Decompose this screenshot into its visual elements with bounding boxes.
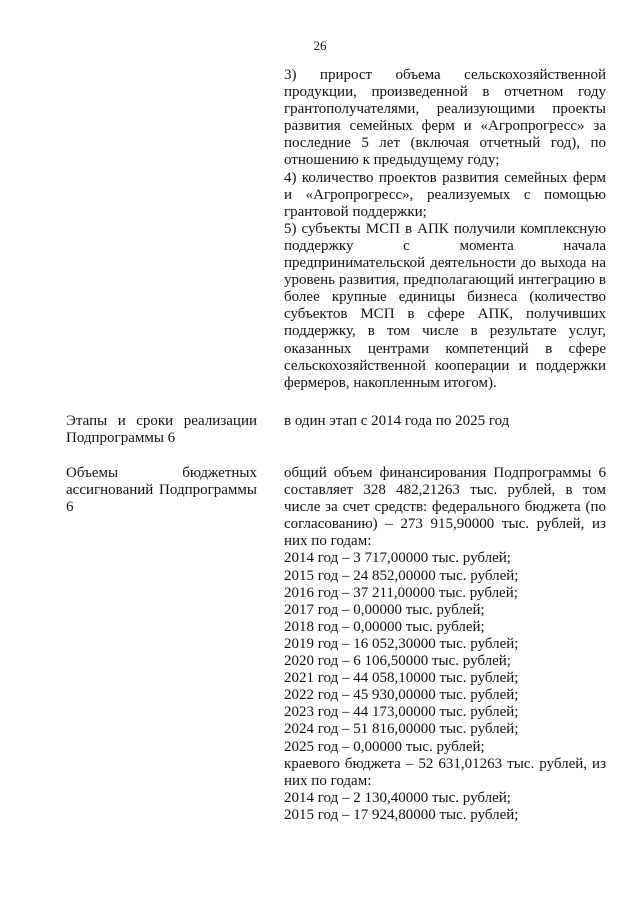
stages-value: в один этап с 2014 года по 2025 год xyxy=(284,413,510,429)
federal-year-line: 2019 год – 16 052,30000 тыс. рублей; xyxy=(284,635,519,652)
regional-budget-intro: краевого бюджета – 52 631,01263 тыс. рублей, из них по годам: xyxy=(284,755,606,789)
continuation-left-cell xyxy=(66,67,269,392)
regional-year-line: 2015 год – 17 924,80000 тыс. рублей; xyxy=(284,806,519,823)
federal-year-line: 2018 год – 0,00000 тыс. рублей; xyxy=(284,618,485,635)
volumes-row xyxy=(66,465,606,824)
page-number: 26 xyxy=(313,38,327,53)
federal-year-line: 2016 год – 37 211,00000 тыс. рублей; xyxy=(284,584,518,601)
federal-year-line: 2024 год – 51 816,00000 тыс. рублей; xyxy=(284,721,519,738)
federal-year-line: 2021 год – 44 058,10000 тыс. рублей; xyxy=(284,670,519,687)
federal-year-line: 2022 год – 45 930,00000 тыс. рублей; xyxy=(284,687,519,704)
federal-year-line: 2025 год – 0,00000 тыс. рублей; xyxy=(284,738,485,755)
continuation-row xyxy=(66,67,606,392)
indicator-item-4: 4) количество проектов развития семейных ферм и «Агропрогресс», реализуемых с помощью грантовой поддержки; xyxy=(284,169,606,220)
stages-label: Этапы и сроки реализации Подпрограммы 6 xyxy=(66,413,257,447)
federal-year-line: 2023 год – 44 173,00000 тыс. рублей; xyxy=(284,704,519,721)
stages-value-cell xyxy=(284,413,606,447)
volumes-value-cell xyxy=(284,465,606,824)
stages-row xyxy=(66,413,606,447)
federal-year-line: 2014 год – 3 717,00000 тыс. рублей; xyxy=(284,550,511,567)
indicator-item-3: 3) прирост объема сельскохозяйственной продукции, произведенной в отчетном году грантополучателями, реализующими проекты развития семейных ферм и «Агропрогресс» за последние 5 лет (включая отчетный год), по отношению к предыдущему году; xyxy=(284,67,606,169)
federal-year-line: 2017 год – 0,00000 тыс. рублей; xyxy=(284,601,485,618)
continuation-right-cell xyxy=(284,67,606,392)
federal-year-line: 2020 год – 6 106,50000 тыс. рублей; xyxy=(284,653,511,670)
regional-year-line: 2014 год – 2 130,40000 тыс. рублей; xyxy=(284,789,511,806)
indicator-item-5: 5) субъекты МСП в АПК получили комплексную поддержку с момента начала предпринимательской деятельности до выхода на уровень развития, предполагающий интеграцию в более крупные единицы бизнеса (количество субъектов МСП в сфере АПК, получивших поддержку, в том числе в результате услуг, оказанных центрами компетенций в сфере сельскохозяйственной кооперации и поддержки фермеров, накопленным итогом). xyxy=(284,220,606,391)
federal-year-line: 2015 год – 24 852,00000 тыс. рублей; xyxy=(284,567,519,584)
volumes-label: Объемы бюджетных ассигнований Подпрограммы 6 xyxy=(66,465,257,516)
volumes-intro: общий объем финансирования Подпрограммы 6 составляет 328 482,21263 тыс. рублей, в том числе за счет средств: федерального бюджета (по согласованию) – 273 915,90000 тыс. рублей, из них по годам: xyxy=(284,465,606,550)
